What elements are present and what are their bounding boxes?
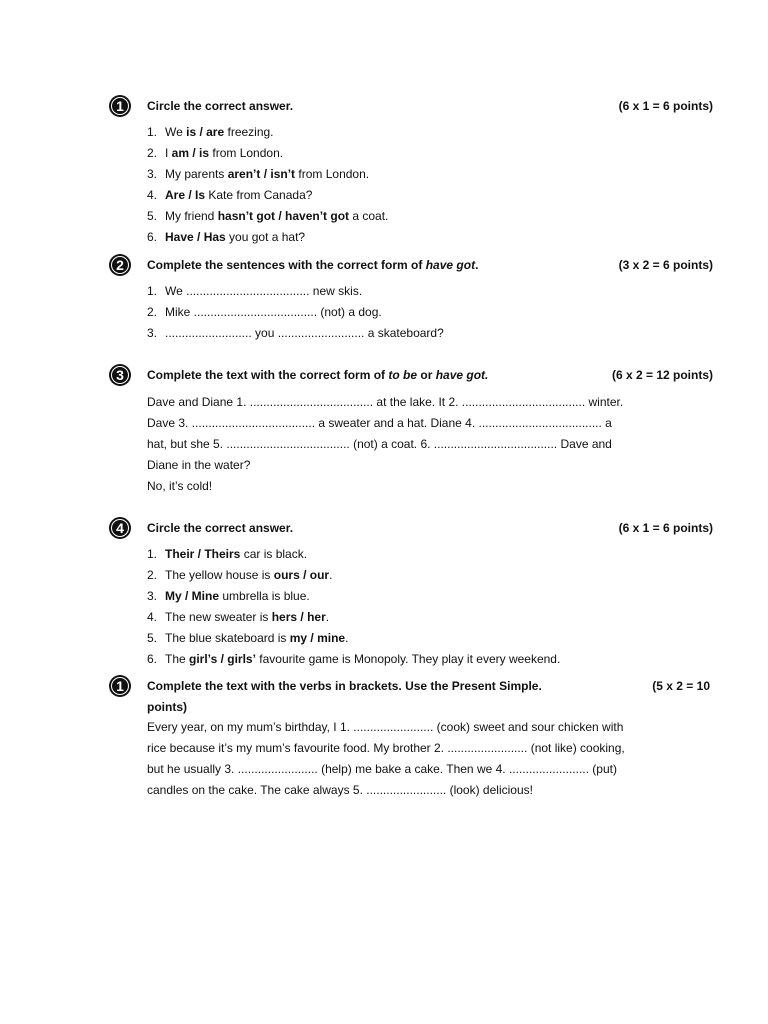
exercise-item: 4. Are / Is Kate from Canada? — [147, 188, 313, 202]
text-line[interactable]: Every year, on my mum’s birthday, I 1. ........................ (cook) sweet and sour chicken with — [147, 720, 624, 734]
section-points: (3 x 2 = 6 points) — [618, 258, 713, 272]
section-number-badge: 1 — [109, 95, 131, 117]
text-line: No, it’s cold! — [147, 479, 213, 493]
exercise-item: 2. The yellow house is ours / our. — [147, 568, 333, 582]
exercise-item: 3. My parents aren’t / isn’t from London. — [147, 167, 370, 181]
section-points: (5 x 2 = 10 — [652, 679, 710, 693]
text-line[interactable]: hat, but she 5. ..................................... (not) a coat. 6. ..................................... Dave and — [147, 437, 612, 451]
section-number-badge: 3 — [109, 364, 131, 386]
section-instruction: Complete the text with the verbs in brackets. Use the Present Simple. — [147, 679, 542, 693]
exercise-item: 6. Have / Has you got a hat? — [147, 230, 306, 244]
answer-options[interactable]: hasn’t got / haven’t got — [217, 209, 350, 223]
answer-options[interactable]: hers / her — [271, 610, 326, 624]
exercise-item: 5. The blue skateboard is my / mine. — [147, 631, 349, 645]
exercise-item[interactable]: 2. Mike ..................................... (not) a dog. — [147, 305, 382, 319]
exercise-item: 4. The new sweater is hers / her. — [147, 610, 330, 624]
exercise-item: 2. I am / is from London. — [147, 146, 284, 160]
answer-options[interactable]: ours / our — [273, 568, 330, 582]
section-instruction: Circle the correct answer. — [147, 521, 294, 535]
exercise-item: 6. The girl’s / girls’ favourite game is Monopoly. They play it every weekend. — [147, 652, 561, 666]
answer-options[interactable]: Their / Theirs — [165, 547, 241, 561]
answer-options[interactable]: am / is — [171, 146, 210, 160]
answer-options[interactable]: Have / Has — [165, 230, 226, 244]
section-points-continued: points) — [147, 700, 187, 714]
answer-options[interactable]: My / Mine — [165, 589, 220, 603]
exercise-item: 1. Their / Theirs car is black. — [147, 547, 308, 561]
answer-options[interactable]: girl’s / girls’ — [189, 652, 256, 666]
exercise-item: 1. We is / are freezing. — [147, 125, 274, 139]
text-line[interactable]: Dave 3. ..................................... a sweater and a hat. Diane 4. ..................................... a — [147, 416, 612, 430]
text-line[interactable]: rice because it’s my mum’s favourite food. My brother 2. ........................ (not like) cooking, — [147, 741, 625, 755]
section-instruction: Circle the correct answer. — [147, 99, 294, 113]
text-line[interactable]: candles on the cake. The cake always 5. ........................ (look) delicious! — [147, 783, 533, 797]
section-number-badge: 4 — [109, 517, 131, 539]
text-line[interactable]: Dave and Diane 1. ..................................... at the lake. It 2. ..................................... winter. — [147, 395, 624, 409]
section-points: (6 x 1 = 6 points) — [618, 521, 713, 535]
section-points: (6 x 1 = 6 points) — [618, 99, 713, 113]
answer-options[interactable]: aren’t / isn’t — [227, 167, 296, 181]
section-instruction: Complete the sentences with the correct form of have got. — [147, 258, 479, 272]
text-line[interactable]: but he usually 3. ........................ (help) me bake a cake. Then we 4. ........................ (put) — [147, 762, 617, 776]
exercise-item[interactable]: 3. .......................... you .......................... a skateboard? — [147, 326, 444, 340]
exercise-item: 3. My / Mine umbrella is blue. — [147, 589, 310, 603]
section-number-badge: 2 — [109, 254, 131, 276]
section-number-badge: 1 — [109, 675, 131, 697]
answer-options[interactable]: my / mine — [289, 631, 346, 645]
section-points: (6 x 2 = 12 points) — [611, 368, 713, 382]
answer-options[interactable]: Are / Is — [165, 188, 206, 202]
exercise-item: 5. My friend hasn’t got / haven’t got a coat. — [147, 209, 389, 223]
exercise-item[interactable]: 1. We ..................................... new skis. — [147, 284, 363, 298]
answer-options[interactable]: is / are — [186, 125, 225, 139]
text-line: Diane in the water? — [147, 458, 251, 472]
section-instruction: Complete the text with the correct form of to be or have got. — [147, 368, 489, 382]
